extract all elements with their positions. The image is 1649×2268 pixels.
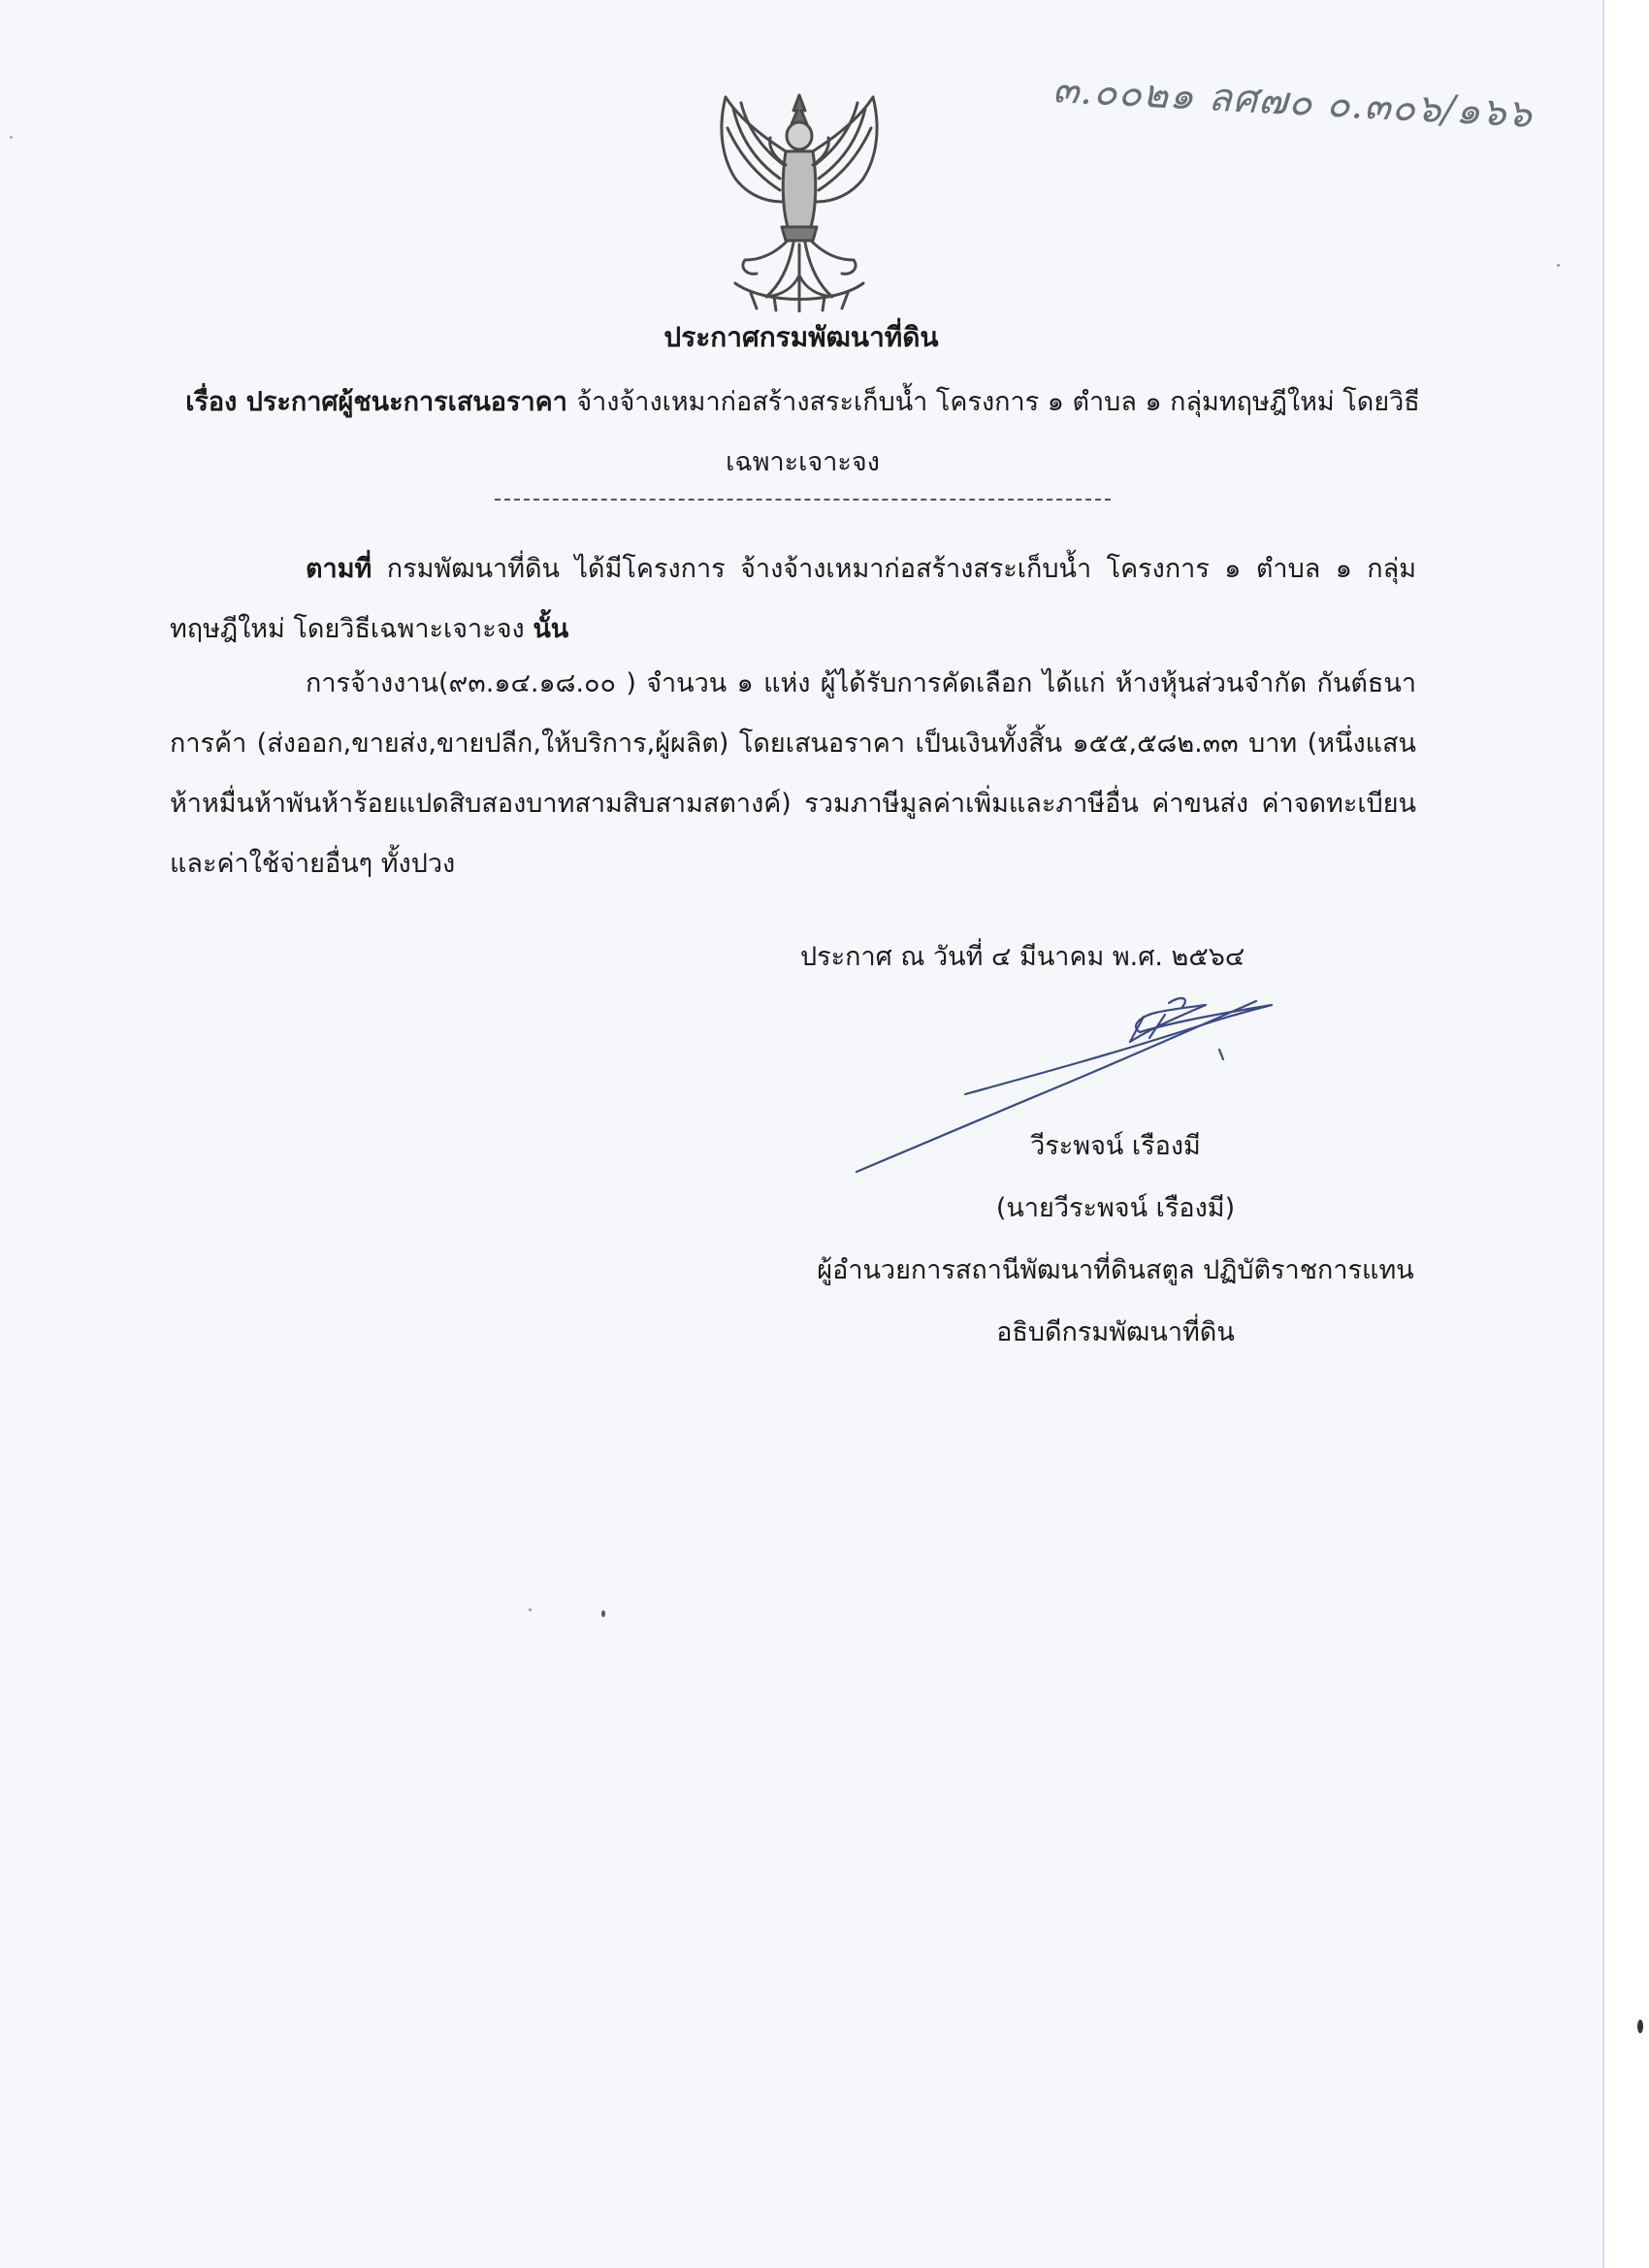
paragraph-background (170, 539, 1416, 660)
signatory-position: ผู้อำนวยการสถานีพัฒนาที่ดินสตูล ปฏิบัติราชการแทน (817, 1255, 1414, 1285)
scan-speck (601, 1610, 605, 1617)
paragraph-body: กรมพัฒนาที่ดิน ได้มีโครงการ จ้างจ้างเหมาก่อสร้างสระเก็บน้ำ โครงการ ๑ ตำบล ๑ กลุ่มทฤษฎีใหม่ โดยวิธีเฉพาะเจาะจง (170, 554, 1416, 644)
paragraph-award-details: การจ้างงาน(๙๓.๑๔.๑๘.๐๐ ) จำนวน ๑ แห่ง ผู้ได้รับการคัดเลือก ได้แก่ ห้างหุ้นส่วนจำกัด กันต์ธนาการค้า (ส่งออก,ขายส่ง,ขายปลีก,ให้บริการ,ผู้ผลิต) โดยเสนอราคา เป็นเงินทั้งสิ้น ๑๕๕,๕๘๒.๓๓ บาท (หนึ่งแสนห้าหมื่นห้าพันห้าร้อยแปดสิบสองบาทสามสิบสามสตางค์) รวมภาษีมูลค่าเพิ่มและภาษีอื่น ค่าขนส่ง ค่าจดทะเบียน และค่าใช้จ่ายอื่นๆ ทั้งปวง (170, 668, 1416, 879)
document-title: ประกาศกรมพัฒนาที่ดิน (663, 321, 939, 353)
handwritten-reference-note: ๓.๐๐๒๑ ลศ๗๐ ๐.๓๐๖/๑๖๖ (1051, 67, 1535, 137)
subject-detail: จ้างจ้างเหมาก่อสร้างสระเก็บน้ำ โครงการ ๑ ตำบล ๑ กลุ่มทฤษฎีใหม่ โดยวิธีเฉพาะเจาะจง (576, 387, 1420, 477)
subject-text: ประกาศผู้ชนะการเสนอราคา (245, 387, 567, 417)
subject-label: เรื่อง (185, 387, 238, 417)
scan-speck (1637, 2020, 1643, 2033)
signatory-block (805, 1116, 1426, 1364)
paragraph-tail-word: นั้น (533, 614, 569, 644)
announcement-date: ประกาศ ณ วันที่ ๔ มีนาคม พ.ศ. ๒๕๖๔ (800, 942, 1245, 972)
signatory-full-name: (นายวีระพจน์ เรืองมี) (995, 1193, 1236, 1223)
scan-speck (529, 1608, 532, 1611)
subject-line (170, 373, 1436, 493)
dashed-divider (495, 499, 1111, 501)
scan-speck (10, 136, 13, 139)
garuda-emblem-icon (696, 89, 902, 312)
scan-speck (1557, 264, 1560, 267)
signatory-on-behalf-of: อธิบดีกรมพัฒนาที่ดิน (996, 1317, 1235, 1347)
paragraph-lead-word: ตามที่ (306, 554, 372, 584)
signatory-name: วีระพจน์ เรืองมี (1030, 1131, 1201, 1161)
